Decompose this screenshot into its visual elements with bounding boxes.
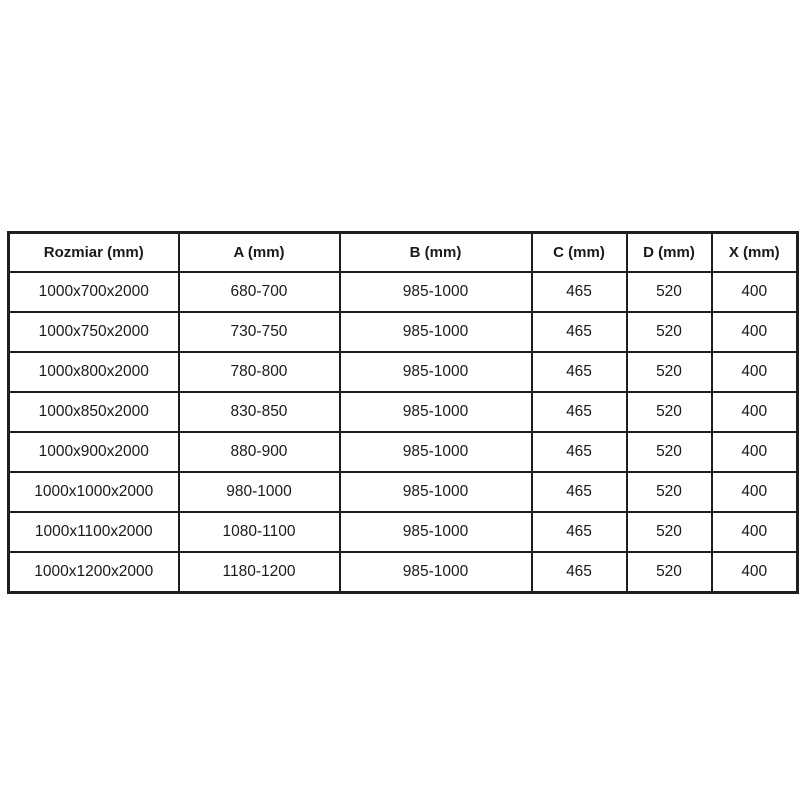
table-cell-a: 1080-1100 (179, 512, 340, 552)
dimensions-table (7, 231, 799, 594)
table-cell-rozmiar: 1000x800x2000 (9, 352, 179, 392)
column-header-x: X (mm) (712, 233, 798, 273)
table-cell-x: 400 (712, 512, 798, 552)
table-row (9, 552, 798, 593)
table-cell-rozmiar: 1000x850x2000 (9, 392, 179, 432)
table-row (9, 352, 798, 392)
table-cell-x: 400 (712, 272, 798, 312)
table-cell-d: 520 (627, 552, 712, 593)
table-cell-x: 400 (712, 432, 798, 472)
table-cell-rozmiar: 1000x700x2000 (9, 272, 179, 312)
table-cell-a: 730-750 (179, 312, 340, 352)
table-row (9, 472, 798, 512)
table-cell-rozmiar: 1000x1100x2000 (9, 512, 179, 552)
table-cell-c: 465 (532, 352, 627, 392)
table-cell-b: 985-1000 (340, 312, 532, 352)
table-cell-d: 520 (627, 352, 712, 392)
table-cell-b: 985-1000 (340, 272, 532, 312)
table-cell-a: 980-1000 (179, 472, 340, 512)
table-cell-c: 465 (532, 392, 627, 432)
table-cell-d: 520 (627, 432, 712, 472)
table-cell-x: 400 (712, 392, 798, 432)
table-header-row (9, 233, 798, 273)
table-cell-d: 520 (627, 512, 712, 552)
table-cell-b: 985-1000 (340, 392, 532, 432)
column-header-d: D (mm) (627, 233, 712, 273)
table-cell-c: 465 (532, 272, 627, 312)
table-cell-a: 680-700 (179, 272, 340, 312)
table-cell-d: 520 (627, 392, 712, 432)
table-cell-c: 465 (532, 432, 627, 472)
table-cell-rozmiar: 1000x1200x2000 (9, 552, 179, 593)
table-cell-x: 400 (712, 552, 798, 593)
table-cell-b: 985-1000 (340, 552, 532, 593)
table-cell-b: 985-1000 (340, 512, 532, 552)
table-cell-d: 520 (627, 272, 712, 312)
table-cell-b: 985-1000 (340, 432, 532, 472)
table-cell-rozmiar: 1000x900x2000 (9, 432, 179, 472)
table-cell-rozmiar: 1000x1000x2000 (9, 472, 179, 512)
table-cell-c: 465 (532, 552, 627, 593)
column-header-a: A (mm) (179, 233, 340, 273)
table-cell-a: 780-800 (179, 352, 340, 392)
table-cell-x: 400 (712, 472, 798, 512)
table-cell-a: 1180-1200 (179, 552, 340, 593)
table-cell-rozmiar: 1000x750x2000 (9, 312, 179, 352)
table-cell-b: 985-1000 (340, 352, 532, 392)
table-row (9, 432, 798, 472)
table-cell-d: 520 (627, 312, 712, 352)
table-row (9, 272, 798, 312)
column-header-c: C (mm) (532, 233, 627, 273)
table-row (9, 312, 798, 352)
table-cell-a: 830-850 (179, 392, 340, 432)
table-cell-b: 985-1000 (340, 472, 532, 512)
table-row (9, 392, 798, 432)
table-cell-c: 465 (532, 472, 627, 512)
table-cell-c: 465 (532, 512, 627, 552)
column-header-b: B (mm) (340, 233, 532, 273)
table-cell-x: 400 (712, 352, 798, 392)
table-cell-a: 880-900 (179, 432, 340, 472)
column-header-rozmiar: Rozmiar (mm) (9, 233, 179, 273)
table-cell-c: 465 (532, 312, 627, 352)
table-cell-d: 520 (627, 472, 712, 512)
table-row (9, 512, 798, 552)
table-cell-x: 400 (712, 312, 798, 352)
